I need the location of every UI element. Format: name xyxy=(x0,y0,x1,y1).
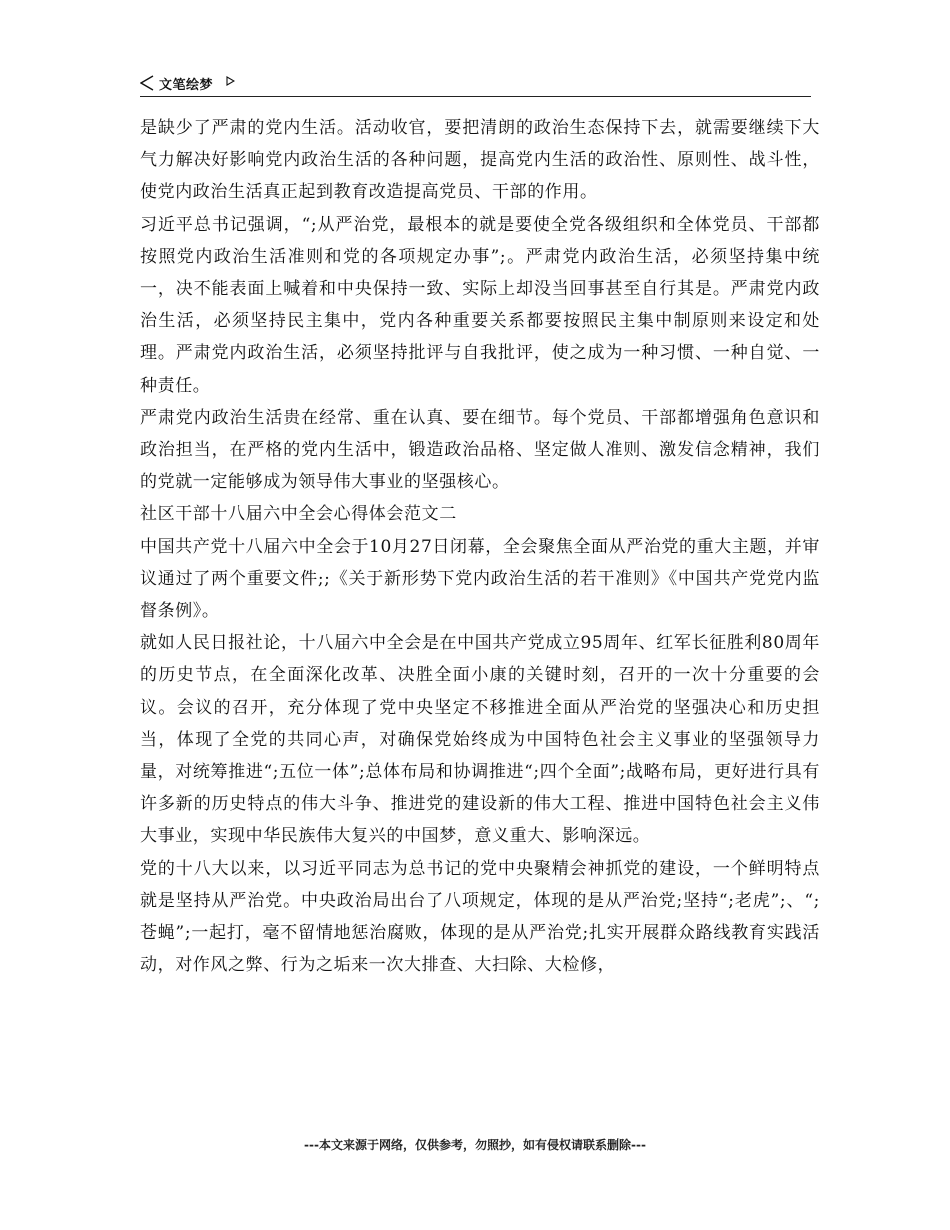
footer-disclaimer: ---本文来源于网络，仅供参考，勿照抄，如有侵权请联系删除--- xyxy=(304,1138,646,1152)
page-header xyxy=(140,72,811,97)
paragraph-2: 习近平总书记强调，“;从严治党，最根本的就是要使全党各级组织和全体党员、干部都按照党内政治生活准则和党的各项规定办事”;。严肃党内政治生活，必须坚持集中统一，决不能表面上喊着和中央保持一致、实际上却没当回事甚至自行其是。严肃党内政治生活，必须坚持民主集中，党内各种重要关系都要按照民主集中制原则来设定和处理。严肃党内政治生活，必须坚持批评与自我批评，使之成为一种习惯、一种自觉、一种责任。 xyxy=(140,214,820,396)
document-body xyxy=(140,112,820,981)
header-title: 文笔绘梦 xyxy=(159,78,214,93)
paragraph-1: 是缺少了严肃的党内生活。活动收官，要把清朗的政治生态保持下去，就需要继续下大气力解决好影响党内政治生活的各种问题，提高党内生活的政治性、原则性、战斗性，使党内政治生活真正起到教育改造提高党员、干部的作用。 xyxy=(140,118,820,203)
triangle-right-outline-icon xyxy=(226,76,235,86)
paragraph-3: 严肃党内政治生活贵在经常、重在认真、要在细节。每个党员、干部都增强角色意识和政治担当，在严格的党内生活中，锻造政治品格、坚定做人准则、激发信念精神，我们的党就一定能够成为领导伟大事业的坚强核心。 xyxy=(140,407,820,493)
section-heading: 社区干部十八届六中全会心得体会范文二 xyxy=(140,504,457,525)
triangle-left-outline-icon xyxy=(140,75,154,91)
paragraph-4: 中国共产党十八届六中全会于10月27日闭幕，全会聚焦全面从严治党的重大主题，并审议通过了两个重要文件;;《关于新形势下党内政治生活的若干准则》《中国共产党党内监督条例》。 xyxy=(140,536,820,622)
paragraph-5: 就如人民日报社论，十八届六中全会是在中国共产党成立95周年、红军长征胜利80周年的历史节点，在全面深化改革、决胜全面小康的关键时刻，召开的一次十分重要的会议。会议的召开，充分体现了党中央坚定不移推进全面从严治党的坚强决心和历史担当，体现了全党的共同心声，对确保党始终成为中国特色社会主义事业的坚强领导力量，对统筹推进“;五位一体”;总体布局和协调推进“;四个全面”;战略布局，更好进行具有许多新的历史特点的伟大斗争、推进党的建设新的伟大工程、推进中国特色社会主义伟大事业，实现中华民族伟大复兴的中国梦，意义重大、影响深远。 xyxy=(140,633,820,847)
paragraph-6: 党的十八大以来，以习近平同志为总书记的党中央聚精会神抓党的建设，一个鲜明特点就是坚持从严治党。中央政治局出台了八项规定，体现的是从严治党;坚持“;老虎”;、“;苍蝇”;一起打，毫不留情地惩治腐败，体现的是从严治党;扎实开展群众路线教育实践活动，对作风之弊、行为之垢来一次大排查、大扫除、大检修， xyxy=(140,858,820,976)
